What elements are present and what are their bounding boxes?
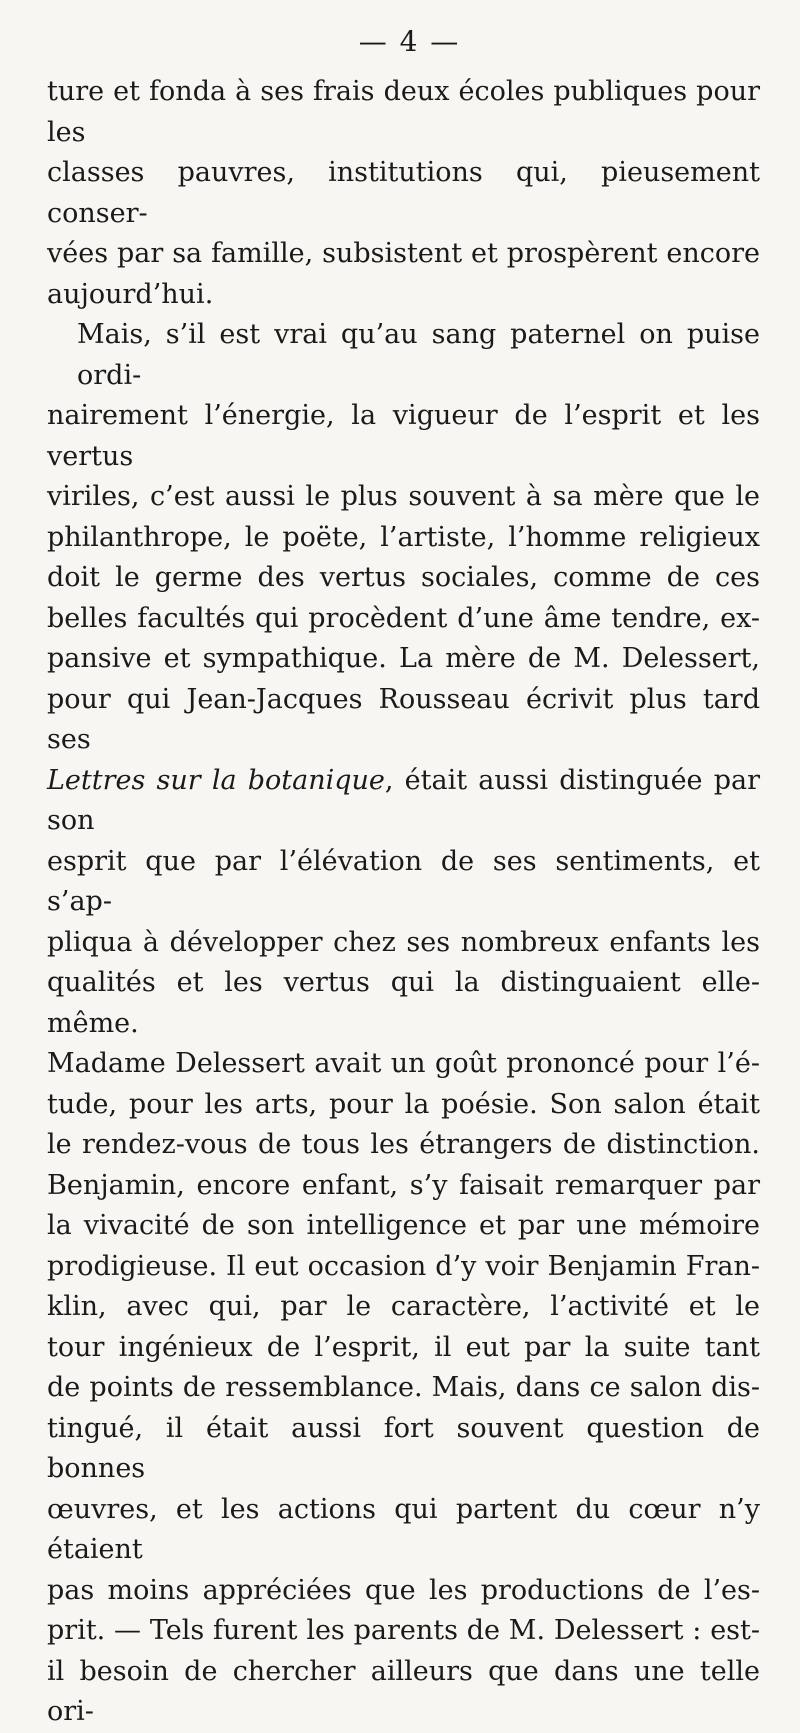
text-line [47, 1206, 760, 1247]
line-text: pas moins appréciées que les productions de l’es- [47, 1574, 760, 1606]
body-text [47, 72, 760, 1733]
text-line-content [47, 1372, 760, 1403]
line-text: tude, pour les arts, pour la poésie. Son salon était [47, 1088, 760, 1120]
text-line [47, 1571, 760, 1612]
line-text: de points de ressemblance. Mais, dans ce salon dis- [47, 1372, 760, 1403]
text-line-content [47, 927, 760, 958]
text-line [47, 1368, 760, 1409]
line-text: œuvres, et les actions qui partent du cœur n’y étaient [47, 1493, 760, 1565]
text-line-content [77, 319, 760, 391]
text-line [47, 1611, 760, 1652]
text-line-content [47, 157, 760, 229]
text-line [47, 963, 760, 1044]
line-text: viriles, c’est aussi le plus souvent à sa mère que le [47, 481, 760, 512]
text-line [47, 1166, 760, 1207]
text-line-content [47, 1291, 760, 1322]
text-line-content [47, 846, 760, 918]
line-text: classes pauvres, institutions qui, pieusement conser- [47, 157, 760, 229]
text-line-content [47, 1413, 760, 1485]
text-line-content [47, 76, 760, 148]
line-text: pansive et sympathique. La mère de M. Delessert, [47, 643, 760, 674]
text-line [47, 1085, 760, 1126]
text-line [47, 1409, 760, 1490]
line-text: klin, avec qui, par le caractère, l’activité et le [47, 1291, 760, 1322]
text-line-content [47, 1048, 760, 1079]
line-text: ture et fonda à ses frais deux écoles publiques pour les [47, 76, 760, 148]
line-text: belles facultés qui procèdent d’une âme tendre, ex- [47, 602, 760, 634]
line-text: prit. — Tels furent les parents de M. Delessert : est- [47, 1615, 760, 1646]
line-text: qualités et les vertus qui la distinguaient elle-même. [47, 967, 760, 1039]
text-line-content [47, 967, 760, 1039]
text-line [47, 923, 760, 964]
line-text: tingué, il était aussi fort souvent question de bonnes [47, 1412, 760, 1484]
text-line [47, 275, 760, 316]
line-text: philanthrope, le poëte, l’artiste, l’homme religieux [47, 521, 760, 553]
text-line-content [47, 279, 213, 310]
text-line [47, 680, 760, 761]
page-number: — 4 — [358, 25, 461, 58]
text-line-content [47, 562, 760, 593]
text-line [47, 153, 760, 234]
text-line-content [47, 1089, 760, 1120]
text-line [47, 477, 760, 518]
text-line-content [47, 238, 760, 269]
text-line-content [47, 400, 760, 472]
text-line [47, 599, 760, 640]
text-line [47, 639, 760, 680]
line-text: tour ingénieux de l’esprit, il eut par la suite tant [47, 1331, 760, 1363]
line-text: Madame Delessert avait un goût prononcé pour l’é- [47, 1048, 760, 1079]
line-text: pour qui Jean-Jacques Rousseau écrivit plus tard ses [47, 683, 760, 755]
text-line [47, 842, 760, 923]
text-line [47, 1287, 760, 1328]
text-line [47, 1328, 760, 1369]
line-text: il besoin de chercher ailleurs que dans une telle ori- [47, 1655, 760, 1727]
text-line-content [47, 1210, 760, 1241]
text-line-content [47, 1656, 760, 1728]
text-line [47, 1125, 760, 1166]
line-text: prodigieuse. Il eut occasion d’y voir Benjamin Fran- [47, 1250, 760, 1282]
line-text: doit le germe des vertus sociales, comme de ces [47, 562, 760, 593]
text-line [47, 1247, 760, 1288]
line-text: la vivacité de son intelligence et par une mémoire [47, 1210, 760, 1241]
text-line-content [47, 1615, 760, 1646]
line-text: Benjamin, encore enfant, s’y faisait remarquer par [47, 1169, 760, 1201]
text-line-content [47, 481, 760, 512]
text-line [47, 558, 760, 599]
text-line-content [47, 1332, 760, 1363]
text-line-content [47, 1170, 760, 1201]
italic-title: Lettres sur la botanique [47, 764, 385, 796]
text-line-content [47, 1494, 760, 1566]
text-line-content [47, 684, 760, 756]
text-line [47, 315, 760, 396]
text-line [47, 1652, 760, 1733]
text-line [47, 396, 760, 477]
text-line-content [47, 1251, 760, 1282]
line-text: Mais, s’il est vrai qu’au sang paternel on puise ordi- [77, 319, 760, 391]
text-line [47, 1044, 760, 1085]
text-line [47, 234, 760, 275]
line-text: pliqua à développer chez ses nombreux enfants les [47, 926, 760, 958]
text-line [47, 518, 760, 559]
text-line-content [47, 765, 760, 837]
line-text: vées par sa famille, subsistent et prospèrent encore [47, 238, 760, 269]
line-text: nairement l’énergie, la vigueur de l’esprit et les vertus [47, 400, 760, 472]
text-line [47, 72, 760, 153]
text-line [47, 761, 760, 842]
text-line-content [47, 1129, 760, 1160]
text-line-content [47, 643, 760, 674]
line-text: esprit que par l’élévation de ses sentiments, et s’ap- [47, 845, 760, 917]
text-line-content [47, 1575, 760, 1606]
text-line-content [47, 522, 760, 553]
line-text: le rendez-vous de tous les étrangers de distinction. [47, 1129, 760, 1160]
line-text: , était aussi distinguée par son [47, 764, 760, 836]
text-line-content [47, 603, 760, 634]
line-text: aujourd’hui. [47, 278, 214, 310]
text-line [47, 1490, 760, 1571]
